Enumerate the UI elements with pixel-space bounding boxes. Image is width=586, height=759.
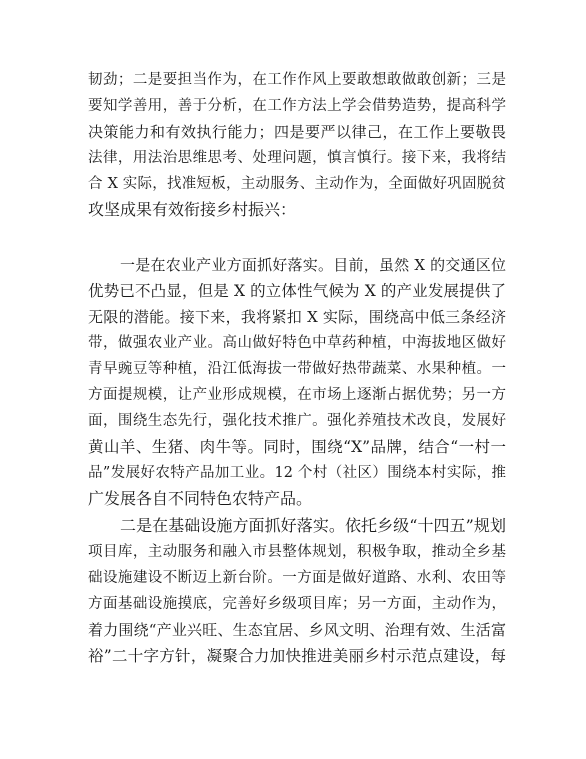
text-line: 韧劲；二是要担当作为，在工作作风上要敢想敢做敢创新；三是 [88,72,506,88]
text-line: 着力围绕“产业兴旺、生态宜居、乡风文明、治理有效、生活富 [88,621,506,639]
text-line: 一是在农业产业方面抓好落实。目前，虽然 X 的交通区位 [120,256,506,274]
text-line: 黄山羊、生猪、肉牛等。同时，围绕“X”品牌，结合“一村一 [88,438,506,456]
text-line: 方面提规模，让产业形成规模，在市场上逐渐占据优势；另一方 [88,387,506,403]
text-line: 要知学善用，善于分析，在工作方法上学会借势造势，提高科学 [88,98,506,114]
text-line: 品”发展好农特产品加工业。12 个村（社区）围绕本村实际，推 [88,465,506,481]
text-line: 合 X 实际，找准短板，主动服务、主动作为，全面做好巩固脱贫 [88,176,506,192]
text-line: 青早豌豆等种植，沿江低海拔一带做好热带蔬菜、水果种植。一 [88,361,506,377]
text-line: 优势已不凸显，但是 X 的立体性气候为 X 的产业发展提供了 [88,282,506,300]
paragraph-agriculture [88,252,506,512]
text-line: 攻坚成果有效衔接乡村振兴： [88,200,297,219]
paragraph-continuation [88,67,506,223]
text-line: 广发展各自不同特色农特产品。 [88,489,313,508]
paragraph-infrastructure [88,513,506,669]
text-line: 裕”二十字方针，凝聚合力加快推进美丽乡村示范点建设，每 [88,647,506,665]
text-line: 二是在基础设施方面抓好落实。依托乡级“十四五”规划 [120,516,506,535]
text-line: 决策能力和有效执行能力；四是要严以律己，在工作上要敬畏 [88,123,506,141]
text-line: 项目库，主动服务和融入市县整体规划，积极争取，推动全乡基 [88,544,506,560]
text-line: 无限的潜能。接下来，我将紧扣 X 实际，围绕高中低三条经济 [88,308,506,326]
text-line: 带，做强农业产业。高山做好特色中草药种植，中海拔地区做好 [88,335,506,351]
text-line: 础设施建设不断迈上新台阶。一方面是做好道路、水利、农田等 [88,570,506,586]
text-line: 面，围绕生态先行，强化技术推广。强化养殖技术改良，发展好 [88,413,506,429]
text-line: 方面基础设施摸底，完善好乡级项目库；另一方面，主动作为， [88,596,506,612]
text-line: 法律，用法治思维思考、处理问题，慎言慎行。接下来，我将结 [88,150,506,166]
